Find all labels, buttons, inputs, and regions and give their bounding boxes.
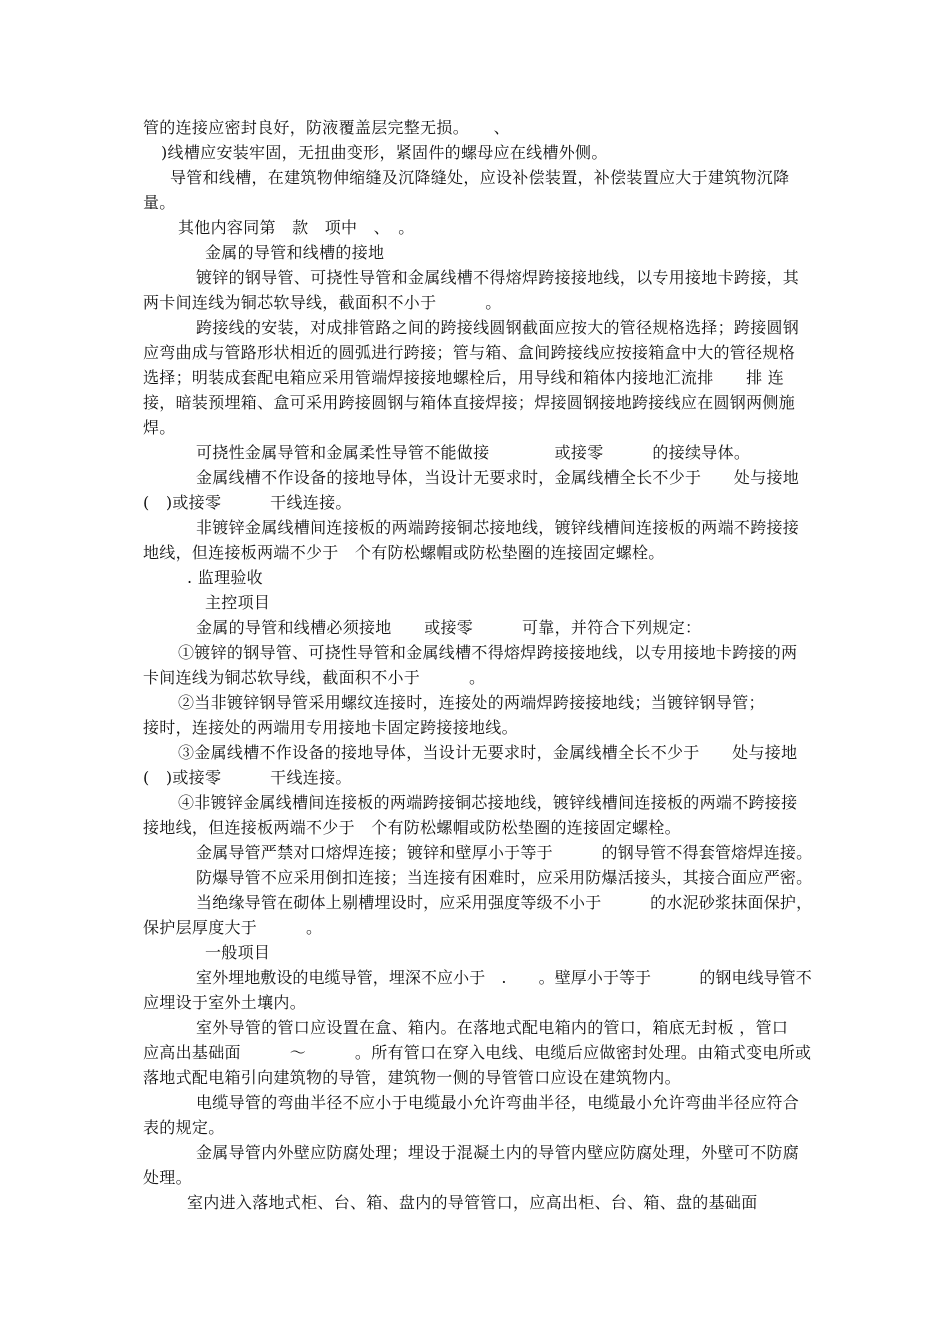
text-line: ②当非镀锌钢导管采用螺纹连接时，连接处的两端焊跨接接地线；当镀锌钢导管；	[178, 693, 765, 712]
text-line: 接，暗装预埋箱、盒可采用跨接圆钢与箱体直接焊接；焊接圆钢接地跨接线应在圆钢两侧施	[143, 393, 796, 412]
text-line: 接时，连接处的两端用专用接地卡固定跨接接地线。	[143, 718, 518, 737]
text-line: 非镀锌金属线槽间连接板的两端跨接铜芯接地线，镀锌线槽间连接板的两端不跨接接	[196, 518, 800, 537]
text-line: ( )或接零 干线连接。	[143, 493, 352, 512]
text-line: 地线，但连接板两端不少于 个有防松螺帽或防松垫圈的连接固定螺栓。	[143, 543, 665, 562]
text-line: 镀锌的钢导管、可挠性导管和金属线槽不得熔焊跨接接地线，以专用接地卡跨接，其	[196, 268, 800, 287]
text-line: 金属线槽不作设备的接地导体，当设计无要求时，金属线槽全长不少于 处与接地	[196, 468, 800, 487]
text-line: 量。	[143, 193, 176, 212]
text-line: 表的规定。	[143, 1118, 225, 1137]
text-line: 处理。	[143, 1168, 192, 1187]
section-heading: . 监理验收	[187, 568, 263, 587]
section-heading: 一般项目	[205, 943, 271, 962]
text-line: 选择；明装成套配电箱应采用管端焊接接地螺栓后，用导线和箱体内接地汇流排 排 连	[143, 368, 785, 387]
text-line: 跨接线的安装，对成排管路之间的跨接线圆钢截面应按大的管径规格选择；跨接圆钢	[196, 318, 800, 337]
text-line: 导管和线槽，在建筑物伸缩缝及沉降缝处，应设补偿装置，补偿装置应大于建筑物沉降	[170, 168, 790, 187]
text-line: 应弯曲成与管路形状相近的圆弧进行跨接；管与箱、盒间跨接线应按接箱盒中大的管径规格	[143, 343, 796, 362]
text-line: 管的连接应密封良好，防液覆盖层完整无损。 、	[143, 118, 510, 137]
text-line: 应高出基础面 ～ 。所有管口在穿入电线、电缆后应做密封处理。由箱式变电所或	[143, 1043, 812, 1062]
text-line: ( )或接零 干线连接。	[143, 768, 352, 787]
text-line: 其他内容同第 款 项中 、 。	[178, 218, 415, 237]
text-line: 金属导管内外壁应防腐处理；埋设于混凝土内的导管内壁应防腐处理，外壁可不防腐	[196, 1143, 800, 1162]
section-heading: 主控项目	[205, 593, 271, 612]
text-line: ④非镀锌金属线槽间连接板的两端跨接铜芯接地线，镀锌线槽间连接板的两端不跨接接	[178, 793, 798, 812]
section-heading: 金属的导管和线槽的接地	[205, 243, 385, 262]
text-line: ③金属线槽不作设备的接地导体，当设计无要求时，金属线槽全长不少于 处与接地	[178, 743, 798, 762]
text-line: 应埋设于室外土壤内。	[143, 993, 307, 1012]
text-line: )线槽应安装牢固，无扭曲变形，紧固件的螺母应在线槽外侧。	[161, 143, 608, 162]
text-line: 防爆导管不应采用倒扣连接；当连接有困难时，应采用防爆活接头，其接合面应严密。	[196, 868, 813, 887]
text-line: 室外埋地敷设的电缆导管，埋深不应小于 . 。壁厚小于等于 的钢电线导管不	[196, 968, 812, 987]
text-line: 接地线，但连接板两端不少于 个有防松螺帽或防松垫圈的连接固定螺栓。	[143, 818, 681, 837]
text-line: 可挠性金属导管和金属柔性导管不能做接 或接零 的接续导体。	[196, 443, 751, 462]
text-line: ①镀锌的钢导管、可挠性导管和金属线槽不得熔焊跨接接地线，以专用接地卡跨接的两	[178, 643, 798, 662]
text-line: 焊。	[143, 418, 176, 437]
text-line: 保护层厚度大于 。	[143, 918, 323, 937]
text-line: 金属导管严禁对口熔焊连接；镀锌和壁厚小于等于 的钢导管不得套管熔焊连接。	[196, 843, 813, 862]
text-line: 电缆导管的弯曲半径不应小于电缆最小允许弯曲半径，电缆最小允许弯曲半径应符合	[196, 1093, 800, 1112]
text-line: 室内进入落地式柜、台、箱、盘内的导管管口，应高出柜、台、箱、盘的基础面	[187, 1193, 758, 1212]
text-line: 卡间连线为铜芯软导线，截面积不小于 。	[143, 668, 486, 687]
text-line: 当绝缘导管在砌体上剔槽埋设时，应采用强度等级不小于 的水泥砂浆抹面保护，	[196, 893, 813, 912]
text-line: 室外导管的管口应设置在盒、箱内。在落地式配电箱内的管口，箱底无封板 ，管口	[196, 1018, 789, 1037]
text-line: 两卡间连线为铜芯软导线，截面积不小于 。	[143, 293, 502, 312]
text-line: 金属的导管和线槽必须接地 或接零 可靠，并符合下列规定：	[196, 618, 702, 637]
text-line: 落地式配电箱引向建筑物的导管，建筑物一侧的导管管口应设在建筑物内。	[143, 1068, 681, 1087]
